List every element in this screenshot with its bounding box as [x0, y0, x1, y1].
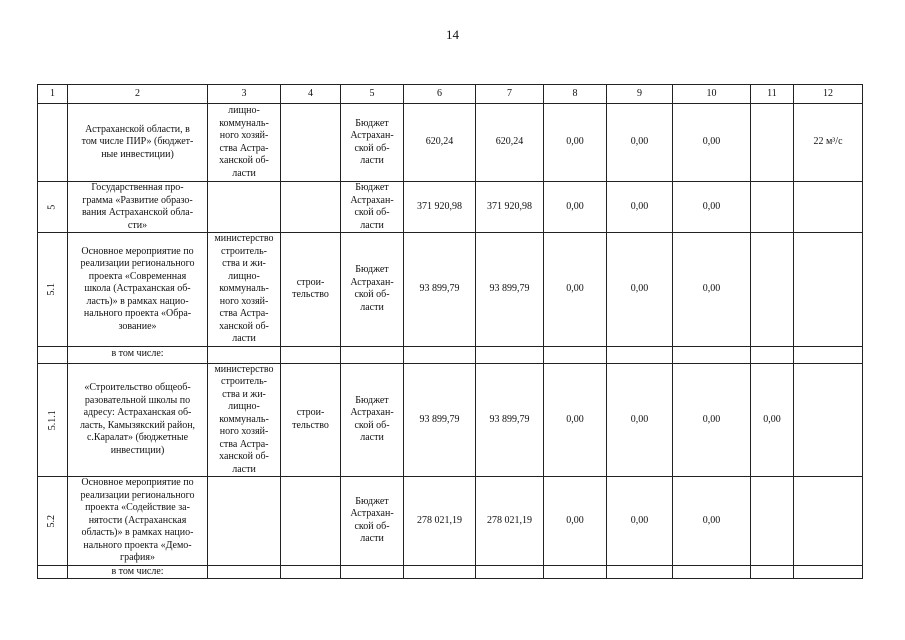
cell-value: 0,00	[607, 363, 673, 477]
cell-value: 0,00	[751, 363, 794, 477]
column-header: 1	[38, 85, 68, 104]
cell-value: 0,00	[673, 233, 751, 347]
cell-value: 371 920,98	[404, 182, 476, 233]
row-number: 5.2	[38, 477, 68, 566]
page-number: 14	[446, 27, 459, 42]
cell-description: Государственная про- грамма «Развитие образо- вания Астраханской обла- сти»	[68, 182, 208, 233]
budget-table	[37, 84, 863, 579]
cell-value: 0,00	[607, 104, 673, 182]
column-header: 7	[476, 85, 544, 104]
row-number: 5	[38, 182, 68, 233]
cell-value	[751, 182, 794, 233]
table-row	[38, 104, 863, 182]
cell-responsible: лищно- коммуналь- ного хозяй- ства Астра- ханской об- ласти	[208, 104, 281, 182]
cell-source: Бюджет Астрахан- ской об- ласти	[341, 233, 404, 347]
column-header: 4	[281, 85, 341, 104]
subheader-label: в том числе:	[68, 346, 208, 363]
cell-value: 0,00	[673, 477, 751, 566]
cell-type	[281, 182, 341, 233]
cell-value: 93 899,79	[404, 233, 476, 347]
table-row	[38, 182, 863, 233]
cell-value: 620,24	[404, 104, 476, 182]
table-row	[38, 346, 863, 363]
cell-value: 371 920,98	[476, 182, 544, 233]
cell-value	[751, 477, 794, 566]
column-header: 12	[794, 85, 863, 104]
cell-description: Астраханской области, в том числе ПИР» (бюджет- ные инвестиции)	[68, 104, 208, 182]
cell-value: 93 899,79	[404, 363, 476, 477]
cell-value: 0,00	[673, 363, 751, 477]
cell-value	[751, 233, 794, 347]
cell-source: Бюджет Астрахан- ской об- ласти	[341, 104, 404, 182]
cell-description: «Строительство общеоб- разовательной школы по адресу: Астраханская об- ласть, Камызякский район, с.Каралат» (бюджетные инвестиции)	[68, 363, 208, 477]
cell-value: 0,00	[607, 477, 673, 566]
row-number: 5.1	[38, 233, 68, 347]
cell-value: 0,00	[673, 104, 751, 182]
cell-type	[281, 477, 341, 566]
table-header-row	[38, 85, 863, 104]
cell-source: Бюджет Астрахан- ской об- ласти	[341, 182, 404, 233]
row-number	[38, 104, 68, 182]
cell-value	[751, 104, 794, 182]
cell-value: 620,24	[476, 104, 544, 182]
cell-capacity	[794, 477, 863, 566]
cell-value: 0,00	[607, 182, 673, 233]
cell-type: строи- тельство	[281, 233, 341, 347]
cell-capacity	[794, 233, 863, 347]
cell-type: строи- тельство	[281, 363, 341, 477]
cell-description: Основное мероприятие по реализации регионального проекта «Содействие за- нятости (Астраханская область)» в рамках нацио- нального проекта «Демо- графия»	[68, 477, 208, 566]
column-header: 6	[404, 85, 476, 104]
table-row	[38, 477, 863, 566]
cell-value: 0,00	[544, 477, 607, 566]
cell-description: Основное мероприятие по реализации регионального проекта «Современная школа (Астраханская об- ласть)» в рамках нацио- нального проекта «Обра- зование»	[68, 233, 208, 347]
cell-value: 93 899,79	[476, 363, 544, 477]
cell-type	[281, 104, 341, 182]
column-header: 3	[208, 85, 281, 104]
column-header: 10	[673, 85, 751, 104]
cell-value: 0,00	[607, 233, 673, 347]
subheader-label: в том числе:	[68, 565, 208, 579]
column-header: 9	[607, 85, 673, 104]
cell-capacity	[794, 363, 863, 477]
cell-capacity	[794, 182, 863, 233]
cell-capacity: 22 м³/с	[794, 104, 863, 182]
cell-responsible	[208, 477, 281, 566]
cell-value: 0,00	[544, 104, 607, 182]
cell-value: 0,00	[673, 182, 751, 233]
table-row	[38, 363, 863, 477]
cell-value: 0,00	[544, 233, 607, 347]
table-row	[38, 565, 863, 579]
cell-value: 0,00	[544, 363, 607, 477]
cell-responsible	[208, 182, 281, 233]
row-number: 5.1.1	[38, 363, 68, 477]
column-header: 5	[341, 85, 404, 104]
column-header: 2	[68, 85, 208, 104]
column-header: 8	[544, 85, 607, 104]
cell-source: Бюджет Астрахан- ской об- ласти	[341, 363, 404, 477]
column-header: 11	[751, 85, 794, 104]
table-row	[38, 233, 863, 347]
cell-value: 93 899,79	[476, 233, 544, 347]
cell-value: 278 021,19	[476, 477, 544, 566]
cell-source: Бюджет Астрахан- ской об- ласти	[341, 477, 404, 566]
cell-responsible: министерство строитель- ства и жи- лищно- коммуналь- ного хозяй- ства Астра- ханской об- ласти	[208, 363, 281, 477]
cell-value: 0,00	[544, 182, 607, 233]
cell-value: 278 021,19	[404, 477, 476, 566]
cell-responsible: министерство строитель- ства и жи- лищно- коммуналь- ного хозяй- ства Астра- ханской об- ласти	[208, 233, 281, 347]
